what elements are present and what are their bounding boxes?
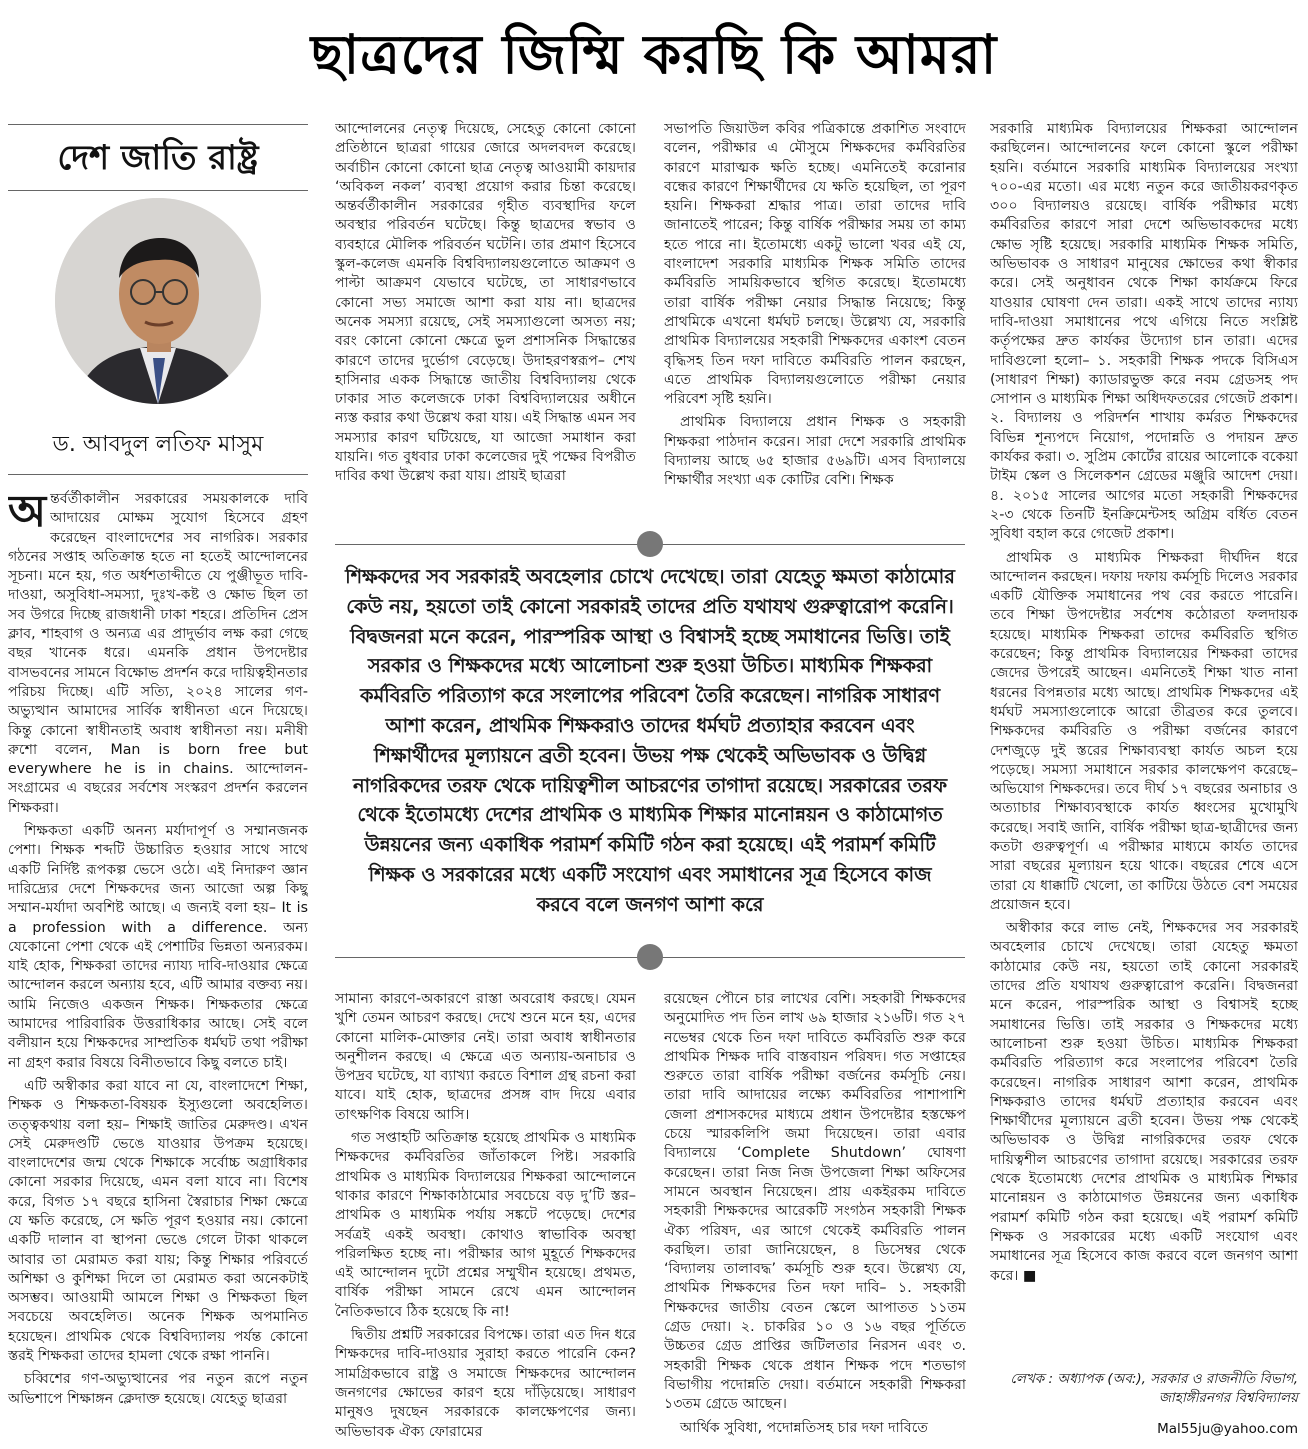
paragraph: এটি অস্বীকার করা যাবে না যে, বাংলাদেশে শিক্ষা, শিক্ষক ও শিক্ষকতা-বিষয়ক ইস্যুগুলো অবহেলিত। তত্ত্বকথায় বলা হয়– শিক্ষাই জাতির মেরুদণ্ড। এখন সেই মেরুদণ্ডটি ভেঙে যাওয়ার উপক্রম হয়েছে। বাংলাদেশের জন্ম থেকে শিক্ষাকে সর্বোচ্চ অগ্রাধিকার কোনো সরকার দিয়েছে, এমন বলা যাবে না। বিশেষ করে, বিগত ১৭ বছরে হাসিনা স্বৈরাচার শিক্ষা ক্ষেত্রে যে ক্ষতি করেছে, সে ক্ষতি পূরণ হওয়ার নয়। কোনো একটি দালান বা স্থাপনা ভেঙে গেলে টাকা থাকলে আবার তা মেরামত করা যায়; কিন্তু শিক্ষার পরিবর্তে অশিক্ষা ও কুশিক্ষা দিলে তা মেরামত করা অনেকটাই অসম্ভব। আওয়ামী আমলে শিক্ষা ও শিক্ষকতা ছিল সবচেয়ে অবহেলিত। অনেক শিক্ষক অপমানিত হয়েছেন। প্রাথমিক থেকে বিশ্ববিদ্যালয় পর্যন্ত কোনো স্তরই শিক্ষকরা তাদের হামলা থেকে রক্ষা পাননি। <box>8 1077 308 1365</box>
column-rule-mid <box>8 190 308 191</box>
paragraph: সামান্য কারণে-অকারণে রাস্তা অবরোধ করছে। যেমন খুশি তেমন আচরণ করছে। দেখে শুনে মনে হয়, এদের কোনো মালিক-মোক্তার নেই। তারা অবাধ স্বাধীনতার অনুশীলন করছে। এ ক্ষেত্রে এত অন্যায়-অনাচার ও উপদ্রব ঘটেছে, যা ব্যাখ্যা করতে বিশাল গ্রন্থ রচনা করা যাবে। যাই হোক, ছাত্রদের প্রসঙ্গ বাদ দিয়ে এবার তাৎক্ষণিক বিষয়ে আসি। <box>335 991 636 1123</box>
byline-rule <box>8 474 308 475</box>
paragraph: চব্বিশের গণ-অভ্যুত্থানের পর নতুন রূপে নতুন অভিশাপে শিক্ষাঙ্গন ক্লেদাক্ত হয়েছে। যেহেতু ছাত্ররা <box>8 1371 308 1407</box>
column-3-bottom <box>664 990 966 1444</box>
paragraph: প্রাথমিক ও মাধ্যমিক শিক্ষকরা দীর্ঘদিন ধরে আন্দোলন করছেন। দফায় দফায় কর্মসূচি দিলেও সরকার একটি যৌক্তিক সমাধানের পথ বের করতে পারেনি। তবে শিক্ষা উপদেষ্টার সর্বশেষ কঠোরতা ফলদায়ক হয়েছে। মাধ্যমিক শিক্ষকরা তাদের কর্মবিরতি স্থগিত করেছেন; কিন্তু প্রাথমিক বিদ্যালয়ের শিক্ষকরা তাদের জেদের উপরেই আছেন। এমনিতেই শিক্ষা খাত নানা ধরনের বিপন্নতার মধ্যে আছে। প্রাথমিক শিক্ষকদের এই ধর্মঘট সমস্যাগুলোকে আরো তীব্রতর করে তুলবে। শিক্ষকদের কর্মবিরতি ও পরীক্ষা বর্জনের কারণে দেশজুড়ে দুই স্তরের শিক্ষাব্যবস্থা কার্যত অচল হয়ে পড়েছে। সমস্যা সমাধানে সরকার কালক্ষেপণ করেছে– অভিযোগ শিক্ষকদের। তবে দীর্ঘ ১৭ বছরের অনাচার ও অত্যাচার শিক্ষাব্যবস্থাকে কার্যত ধ্বংসের মুখোমুখি করেছে। সবাই জানি, বার্ষিক পরীক্ষা ছাত্র-ছাত্রীদের জন্য কতটা গুরুত্বপূর্ণ। এ পরীক্ষার মাধ্যমে কার্যত তাদের সারা বছরের মূল্যায়ন হয়ে থাকে। বছরের শেষে এসে তারা যে ধাক্কাটি খেলো, তা কাটিয়ে উঠতে বেশ সময়ের প্রয়োজন হবে। <box>990 549 1298 913</box>
paragraph: দ্বিতীয় প্রশ্নটি সরকারের বিপক্ষে। তারা এত দিন ধরে শিক্ষকদের দাবি-দাওয়ার সুরাহা করতে পারেনি কেন? সামগ্রিকভাবে রাষ্ট্র ও সমাজে শিক্ষকদের আন্দোলন জনগণের ক্ষোভের কারণ হয়ে দাঁড়িয়েছে। সাধারণ মানুষও দুষছেন সরকারকে কালক্ষেপণের জন্য। অভিভাবক ঐক্য ফোরামের <box>335 1327 636 1440</box>
paragraph: গত সপ্তাহটি অতিক্রান্ত হয়েছে প্রাথমিক ও মাধ্যমিক শিক্ষকদের কর্মবিরতির জাঁতাকলে পিষ্ট। সরকারি প্রাথমিক ও মাধ্যমিক বিদ্যালয়ের শিক্ষকরা আন্দোলনে থাকার কারণে শিক্ষাকাঠামোর সবচেয়ে বড় দু’টি স্তর– প্রাথমিক ও মাধ্যমিক পর্যায় সঙ্কটে পড়েছে। দেশের সর্বত্রই একই অবস্থা। কোথাও স্বাভাবিক অবস্থা পরিলক্ষিত হচ্ছে না। পরীক্ষার আগ মুহূর্তে শিক্ষকদের এই আন্দোলন দুটো প্রশ্নের সম্মুখীন হয়েছে। প্রথমত, বার্ষিক পরীক্ষা সামনে রেখে এমন আন্দোলন নৈতিকভাবে ঠিক হয়েছে কি না! <box>335 1130 636 1320</box>
pull-quote: শিক্ষকদের সব সরকারই অবহেলার চোখে দেখেছে। তারা যেহেতু ক্ষমতা কাঠামোর কেউ নয়, হয়তো তাই কোনো সরকারই তাদের প্রতি যথাযথ গুরুত্বারোপ করেনি। বিদ্বজনরা মনে করেন, পারস্পরিক আস্থা ও বিশ্বাসই হচ্ছে সমাধানের ভিত্তি। তাই সরকার ও শিক্ষকদের মধ্যে আলোচনা শুরু হওয়া উচিত। মাধ্যমিক শিক্ষকরা কর্মবিরতি পরিত্যাগ করে সংলাপের পরিবেশ তৈরি করেছেন। নাগরিক সাধারণ আশা করেন, প্রাথমিক শিক্ষকরাও তাদের ধর্মঘট প্রত্যাহার করবেন এবং শিক্ষার্থীদের মূল্যায়নে ব্রতী হবেন। উভয় পক্ষ থেকেই অভিভাবক ও উদ্বিগ্ন নাগরিকদের তরফ থেকে দায়িত্বশীল আচরণের তাগাদা রয়েছে। সরকারের তরফ থেকে ইতোমধ্যে দেশের প্রাথমিক ও মাধ্যমিক শিক্ষার মানোন্নয়ন ও কাঠামোগত উন্নয়নের জন্য একাধিক পরামর্শ কমিটি গঠন করা হয়েছে। এই পরামর্শ কমিটি শিক্ষক ও সরকারের মধ্যে একটি সংযোগ এবং সমাধানের সূত্র হিসেবে কাজ করবে বলে জনগণ আশা করে <box>345 565 955 916</box>
author-photo <box>55 198 261 404</box>
paragraph: প্রাথমিক বিদ্যালয়ে প্রধান শিক্ষক ও সহকারী শিক্ষকরা পাঠদান করেন। সারা দেশে সরকারি প্রাথমিক বিদ্যালয় আছে ৬৫ হাজার ৫৬৯টি। এসব বিদ্যালয়ে শিক্ষার্থীর সংখ্যা এক কোটির বেশি। শিক্ষক <box>664 414 966 489</box>
pullquote-dot-bottom <box>637 944 663 970</box>
pullquote-dot-top <box>637 531 663 557</box>
author-email: Mal55ju@yahoo.com <box>1157 1421 1298 1437</box>
paragraph: অস্বীকার করে লাভ নেই, শিক্ষকদের সব সরকারই অবহেলার চোখে দেখেছে। তারা যেহেতু ক্ষমতা কাঠামোর কেউ নয়, হয়তো তাই কোনো সরকারই তাদের প্রতি যথাযথ গুরুত্বারোপ করেনি। বিদ্বজনরা মনে করেন, পারস্পরিক আস্থা ও বিশ্বাসই হচ্ছে সমাধানের ভিত্তি। তাই সরকার ও শিক্ষকদের মধ্যে আলোচনা শুরু হওয়া উচিত। মাধ্যমিক শিক্ষকরা কর্মবিরতি পরিত্যাগ করে সংলাপের পরিবেশ তৈরি করেছেন। নাগরিক সাধারণ আশা করেন, প্রাথমিক শিক্ষকরাও তাদের ধর্মঘট প্রত্যাহার করবেন এবং শিক্ষার্থীদের মূল্যায়নে ব্রতী হবেন। উভয় পক্ষ থেকেই অভিভাবক ও উদ্বিগ্ন নাগরিকদের তরফ থেকে দায়িত্বশীল আচরণের তাগাদা রয়েছে। সরকারের তরফ থেকে ইতোমধ্যে দেশের প্রাথমিক ও মাধ্যমিক শিক্ষার মানোন্নয়ন ও কাঠামোগত উন্নয়নের জন্য একাধিক পরামর্শ কমিটি গঠন করা হয়েছে। এই পরামর্শ কমিটি শিক্ষক ও সরকারের মধ্যে একটি সংযোগ এবং সমাধানের সূত্র হিসেবে কাজ করবে বলে জনগণ আশা করে। ■ <box>990 920 1298 1284</box>
paragraph: রয়েছেন পৌনে চার লাখের বেশি। সহকারী শিক্ষকদের অনুমোদিত পদ তিন লাখ ৬৯ হাজার ২১৬টি। গত ২৭ নভেম্বর থেকে তিন দফা দাবিতে কর্মবিরতি শুরু করে প্রাথমিক শিক্ষক দাবি বাস্তবায়ন পরিষদ। গত সপ্তাহের শুরুতে তারা বার্ষিক পরীক্ষা বর্জনের কর্মসূচি নেয়। তারা দাবি আদায়ের লক্ষ্যে কর্মবিরতির পাশাপাশি জেলা প্রশাসকদের মাধ্যমে প্রধান উপদেষ্টার হস্তক্ষেপ চেয়ে স্মারকলিপি জমা দিয়েছেন। তারা এবার বিদ্যালয়ে ‘Complete Shutdown’ ঘোষণা করেছেন। তারা নিজ নিজ উপজেলা শিক্ষা অফিসের সামনে অবস্থান নিয়েছেন। প্রায় একইরকম দাবিতে সহকারী শিক্ষকদের আরেকটি সংগঠন সহকারী শিক্ষক ঐক্য পরিষদ, এর আগে থেকেই কর্মবিরতি পালন করছিল। তারা জানিয়েছেন, ৪ ডিসেম্বর থেকে ‘বিদ্যালয় তালাবদ্ধ’ কর্মসূচি শুরু হবে। উল্লেখ্য যে, প্রাথমিক শিক্ষকদের তিন দফা দাবি– ১. সহকারী শিক্ষকদের জাতীয় বেতন স্কেলে আপাতত ১১তম গ্রেড দেয়া। ২. চাকরির ১০ ও ১৬ বছর পূর্তিতে উচ্চতর গ্রেড প্রাপ্তির জটিলতার নিরসন এবং ৩. সহকারী শিক্ষক থেকে প্রধান শিক্ষক পদে শতভাগ বিভাগীয় পদোন্নতি দেয়া। বর্তমানে সহকারী শিক্ষকরা ১৩তম গ্রেডে আছেন। <box>664 991 966 1413</box>
column-4 <box>990 120 1298 1410</box>
paragraph: সভাপতি জিয়াউল কবির পত্রিকান্তে প্রকাশিত সংবাদে বলেন, পরীক্ষার এ মৌসুমে শিক্ষকদের কর্মবিরতির কারণে মারাত্মক ক্ষতি হচ্ছে। এমনিতেই করোনার বন্ধের কারণে শিক্ষার্থীদের যে ক্ষতি হয়েছিল, তা পূরণ হয়নি। শিক্ষকরা শ্রদ্ধার পাত্র। তারা তাদের দাবি জানাতেই পারেন; কিন্তু বার্ষিক পরীক্ষার সময় তা কাম্য হতে পারে না। ইতোমধ্যে একটু ভালো খবর এই যে, বাংলাদেশ সরকারি মাধ্যমিক শিক্ষক সমিতি তাদের কর্মবিরতি সাময়িকভাবে স্থগিত করেছে। ইতোমধ্যে তারা বার্ষিক পরীক্ষা নেয়ার সিদ্ধান্ত নিয়েছে; কিন্তু প্রাথমিকে এখনো ধর্মঘট চলছে। উল্লেখ্য যে, সরকারি প্রাথমিক বিদ্যালয়ের সহকারী শিক্ষকদের একাংশ বেতন বৃদ্ধিসহ তিন দফা দাবিতে কর্মবিরতি পালন করছেন, এতে প্রাথমিক বিদ্যালয়গুলোতে পরীক্ষা নেয়ার পরিবেশ সৃষ্টি হয়নি। <box>664 121 966 408</box>
author-portrait-illustration <box>55 198 261 404</box>
paragraph: সরকারি মাধ্যমিক বিদ্যালয়ের শিক্ষকরা আন্দোলন করছিলেন। আন্দোলনের ফলে কোনো স্কুলে পরীক্ষা হয়নি। বর্তমানে সরকারি মাধ্যমিক বিদ্যালয়ের সংখ্যা ৭০০-এর মতো। এর মধ্যে নতুন করে জাতীয়করণকৃত ৩০০ বিদ্যালয়ও রয়েছে। বার্ষিক পরীক্ষার মধ্যে কর্মবিরতির কারণে সারা দেশে অভিভাবকদের মধ্যে ক্ষোভ সৃষ্টি হয়েছে। সরকারি মাধ্যমিক শিক্ষক সমিতি, অভিভাবক ও সাধারণ মানুষের ক্ষোভের কথা স্বীকার করে। সেই অনুধাবন থেকে শিক্ষা কার্যক্রমে ফিরে যাওয়ার ঘোষণা দেন তারা। একই সাথে তাদের ন্যায্য দাবি-দাওয়া সমাধানের পথে এগিয়ে নিতে সংশ্লিষ্ট কর্তৃপক্ষের দ্রুত কার্যকর উদ্যোগ চান তারা। এদের দাবিগুলো হলো– ১. সহকারী শিক্ষক পদকে বিসিএস (সাধারণ শিক্ষা) ক্যাডারভুক্ত করে নবম গ্রেডসহ পদ সোপান ও মাধ্যমিক শিক্ষা অধিদফতরের গেজেট প্রকাশ। ২. বিদ্যালয় ও পরিদর্শন শাখায় কর্মরত শিক্ষকদের বিভিন্ন শূন্যপদে নিয়োগ, পদোন্নতি ও পদায়ন দ্রুত কার্যকর করা। ৩. সুপ্রিম কোর্টের রায়ের আলোকে বকেয়া টাইম স্কেল ও সিলেকশন গ্রেডের মঞ্জুরি আদেশ দেয়া। ৪. ২০১৫ সালের আগের মতো সহকারী শিক্ষকদের ২-৩ থেকে তিনটি ইনক্রিমেন্টসহ অগ্রিম বর্ধিত বেতন সুবিধা বহাল করে গেজেট প্রকাশ। <box>990 121 1298 543</box>
paragraph: আর্থিক সুবিধা, পদোন্নতিসহ চার দফা দাবিতে <box>680 1419 929 1436</box>
column-2-top <box>335 120 636 532</box>
column-name: দেশ জাতি রাষ্ট্র <box>57 138 259 178</box>
headline: ছাত্রদের জিম্মি করছি কি আমরা <box>310 23 998 86</box>
column-3-top <box>664 120 966 532</box>
paragraph: ন্তর্বর্তীকালীন সরকারের সময়কালকে দাবি আদায়ের মোক্ষম সুযোগ হিসেবে গ্রহণ করেছেন বাংলাদেশের সব নাগরিক। সরকার গঠনের সপ্তাহ অতিক্রান্ত হতে না হতেই আন্দোলনের সূচনা। মনে হয়, গত অর্ধশতাব্দীতে যে পুঞ্জীভূত দাবি-দাওয়া, অসুবিধা-সমস্যা, দুঃখ-কষ্ট ও ক্ষোভ ছিল তা সব উগরে দিচ্ছে রাজধানী ঢাকা শহরে। প্রতিদিন প্রেস ক্লাব, শাহবাগ ও অন্যত্র এর প্রাদুর্ভাব লক্ষ করা গেছে বছর খানেক ধরে। এমনকি প্রধান উপদেষ্টার বাসভবনের সামনে বিক্ষোভ প্রদর্শন করে দায়িত্বহীনতার পরিচয় দিচ্ছে। এটি সত্যি, ২০২৪ সালের গণ-অভ্যুত্থান আমাদের সার্বিক স্বাধীনতা এনে দিয়েছে। কিন্তু কোনো স্বাধীনতাই অবাধ স্বাধীনতা নয়। মনীষী রুশো বলেন, Man is born free but everywhere he is in chains. আন্দোলন-সংগ্রামের এ বছরের সর্বশেষ সংস্করণ প্রদর্শন করলেন শিক্ষকরা। <box>8 491 308 816</box>
paragraph: আন্দোলনের নেতৃত্ব দিয়েছে, সেহেতু কোনো কোনো প্রতিষ্ঠানে ছাত্ররা গায়ের জোরে অদলবদল করেছে। অর্বাচীন কোনো কোনো ছাত্র নেতৃত্ব আওয়ামী কায়দার ‘অবিকল নকল’ ব্যবস্থা প্রয়োগ করার চিন্তা করেছে। অন্তর্বর্তীকালীন সরকারের গৃহীত ব্যবস্থাদির ফলে অবস্থার পরিবর্তন ঘটেছে। কিন্তু ছাত্রদের স্বভাব ও ব্যবহারে মৌলিক পরিবর্তন ঘটেনি। তার প্রমাণ হিসেবে স্কুল-কলেজ এমনকি বিশ্ববিদ্যালয়গুলোতে আক্রমণ ও পাল্টা আক্রমণ যেভাবে ঘটেছে, তা সাধারণভাবে কোনো সভ্য সমাজে আশা করা যায় না। ছাত্রদের অনেক সমস্যা রয়েছে, সেই সমস্যাগুলো অসত্য নয়; বরং কোনো কোনো ক্ষেত্রে ভুল প্রশাসনিক সিদ্ধান্তের কারণে তাদের দুর্ভোগ বেড়েছে। উদাহরণস্বরূপ– শেখ হাসিনার একক সিদ্ধান্তে জাতীয় বিশ্ববিদ্যালয় থেকে ঢাকার সাত কলেজকে ঢাকা বিশ্ববিদ্যালয়ের অধীনে ন্যস্ত করার কথা উল্লেখ করা যায়। এই সিদ্ধান্ত এমন সব সমস্যার কারণ ঘটিয়েছে, যা আজো সমাধান করা যায়নি। গত বুধবার ঢাকা কলেজের দুই পক্ষের বিপরীত দাবির কথা উল্লেখ করা যায়। প্রায়ই ছাত্ররা <box>335 121 636 485</box>
author-note: লেখক : অধ্যাপক (অব:), সরকার ও রাজনীতি বিভাগ, জাহাঙ্গীরনগর বিশ্ববিদ্যালয় <box>1010 1371 1298 1406</box>
column-rule-top <box>8 124 308 125</box>
column-2-bottom <box>335 990 636 1444</box>
author-byline: ড. আবদুল লতিফ মাসুম <box>52 432 264 457</box>
paragraph: শিক্ষকতা একটি অনন্য মর্যাদাপূর্ণ ও সম্মানজনক পেশা। শিক্ষক শব্দটি উচ্চারিত হওয়ার সাথে সাথে একটি নির্দিষ্ট রূপকল্প ভেসে ওঠে। এই নিদারুণ জ্ঞান দারিদ্র্যের দেশে শিক্ষকদের জন্য আজো অল্প কিছু সম্মান-মর্যাদা অবশিষ্ট আছে। এ জন্যই বলা হয়– It is a profession with a difference. অন্য যেকোনো পেশা থেকে এই পেশাটির ভিন্নতা অন্যরকম। যাই হোক, শিক্ষকরা তাদের ন্যায্য দাবি-দাওয়ার ক্ষেত্রে আন্দোলন করলে অন্যায় হবে, এটি আমার বক্তব্য নয়। আমি নিজেও একজন শিক্ষক। শিক্ষকতার ক্ষেত্রে আমাদের পারিবারিক উত্তরাধিকার আছে। সেই বলে বলীয়ান হয়ে শিক্ষকদের সাম্প্রতিক ধর্মঘট তথা পরীক্ষা না গ্রহণ করার বিষয়ে বিনীতভাবে কিছু বলতে চাই। <box>8 823 308 1071</box>
drop-cap: অ <box>8 490 47 537</box>
column-1 <box>8 490 308 1445</box>
